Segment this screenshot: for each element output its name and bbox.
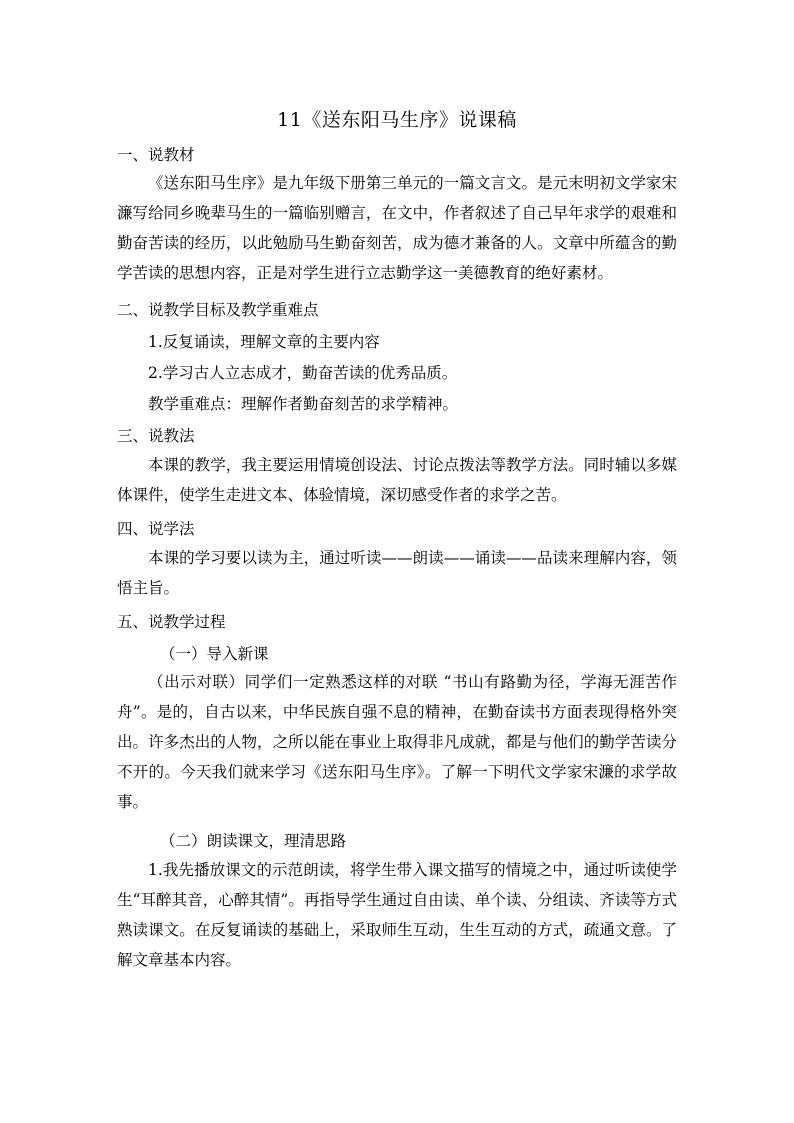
paragraph-learning-method: 本课的学习要以读为主，通过听读——朗读——诵读——品读来理解内容，领悟主旨。 [117, 549, 677, 597]
subheading-introduction: （一）导入新课 [160, 645, 269, 663]
subheading-reading: （二）朗读课文，理清思路 [160, 832, 347, 850]
key-difficulty: 教学重难点：理解作者勤奋刻苦的求学精神。 [148, 395, 459, 413]
paragraph-introduction: （出示对联）同学们一定熟悉这样的对联 “书山有路勤为径，学海无涯苦作舟”。是的，自古以来，中华民族自强不息的精神，在勤奋读书方面表现得格外突出。许多杰出的人物，之所以能在事业上取得非凡成就，都是与他们的勤学苦读分不开的。今天我们就来学习《送东阳马生序》。了解一下明代文学家宋濂的求学故事。 [117, 673, 677, 811]
section-heading-learning-method: 四、说学法 [117, 520, 195, 538]
goal-item-2: 2.学习古人立志成才，勤奋苦读的优秀品质。 [148, 364, 458, 382]
goal-item-1: 1.反复诵读，理解文章的主要内容 [148, 333, 380, 351]
paragraph-teaching-method: 本课的教学，我主要运用情境创设法、讨论点拨法等教学方法。同时辅以多媒体课件，使学生走进文本、体验情境，深切感受作者的求学之苦。 [117, 456, 677, 504]
paragraph-reading: 1.我先播放课文的示范朗读，将学生带入课文描写的情境之中，通过听读使学生“耳醉其音，心醉其情”。再指导学生通过自由读、单个读、分组读、齐读等方式熟读课文。在反复诵读的基础上，采取师生互动，生生互动的方式，疏通文意。了解文章基本内容。 [117, 861, 677, 969]
section-heading-goals: 二、说教学目标及教学重难点 [117, 301, 319, 319]
document-title: 11《送东阳马生序》说课稿 [277, 109, 517, 131]
section-heading-teaching-method: 三、说教法 [117, 427, 195, 445]
paragraph-materials: 《送东阳马生序》是九年级下册第三单元的一篇文言文。是元末明初文学家宋濂写给同乡晚辈马生的一篇临别赠言，在文中，作者叙述了自己早年求学的艰难和勤奋苦读的经历，以此勉励马生勤奋刻苦，成为德才兼备的人。文章中所蕴含的勤学苦读的思想内容，正是对学生进行立志勤学这一美德教育的绝好素材。 [117, 174, 677, 282]
section-heading-materials: 一、说教材 [117, 146, 195, 164]
section-heading-process: 五、说教学过程 [117, 613, 226, 631]
